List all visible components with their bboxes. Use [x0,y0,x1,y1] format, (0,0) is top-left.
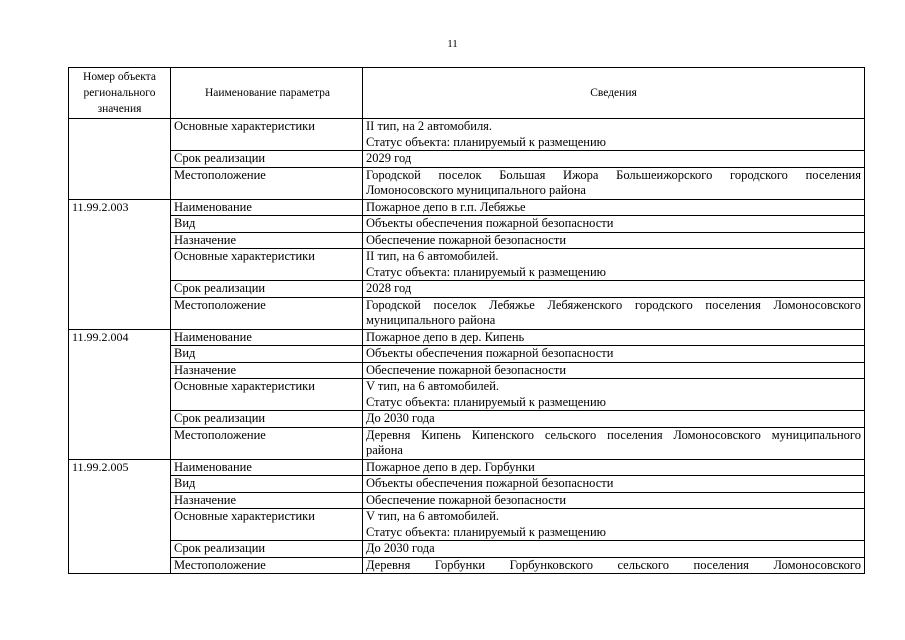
info-line: района [366,443,403,457]
table-row [69,557,865,574]
parameter-cell: Срок реализации [171,281,363,298]
table-row [69,427,865,459]
info-cell [363,346,865,363]
parameter-cell: Местоположение [171,427,363,459]
info-line: 2029 год [366,151,412,165]
info-line: Статус объекта: планируемый к размещению [366,524,607,539]
info-line: II тип, на 2 автомобиля. [366,119,493,133]
info-line: Пожарное депо в г.п. Лебяжье [366,199,526,214]
info-cell [363,249,865,281]
info-cell [363,411,865,428]
parameter-cell: Срок реализации [171,411,363,428]
info-line: Деревня Кипень Кипенского сельского поселения Ломоносовского муниципального [366,427,861,442]
table-row [69,362,865,379]
info-line: До 2030 года [366,541,435,555]
info-line: Пожарное депо в дер. Горбунки [366,459,535,474]
info-line: 2028 год [366,281,412,295]
parameter-cell: Основные характеристики [171,379,363,411]
parameter-cell: Назначение [171,362,363,379]
parameter-cell: Вид [171,346,363,363]
parameter-cell: Срок реализации [171,151,363,168]
info-line: Объекты обеспечения пожарной безопасности [366,346,614,360]
parameter-cell: Местоположение [171,557,363,574]
info-cell [363,557,865,574]
parameter-cell: Срок реализации [171,541,363,558]
info-line: V тип, на 6 автомобилей. [366,509,500,523]
info-line: Городской поселок Лебяжье Лебяженского городского поселения Ломоносовского [366,297,861,312]
info-line: Объекты обеспечения пожарной безопасности [366,476,614,490]
info-cell [363,232,865,249]
info-line: Обеспечение пожарной безопасности [366,232,567,247]
info-line: Статус объекта: планируемый к размещению [366,134,607,149]
info-cell [363,151,865,168]
info-cell [363,216,865,233]
info-line: Пожарное депо в дер. Кипень [366,329,525,344]
parameter-cell: Основные характеристики [171,249,363,281]
info-cell [363,199,865,216]
info-cell [363,297,865,329]
info-cell [363,281,865,298]
table-row [69,167,865,199]
info-line: II тип, на 6 автомобилей. [366,249,499,263]
table-row [69,281,865,298]
header-info: Сведения [363,68,865,119]
info-line: Статус объекта: планируемый к размещению [366,394,607,409]
table-row [69,329,865,346]
table-row [69,199,865,216]
info-line: V тип, на 6 автомобилей. [366,379,500,393]
table-row [69,379,865,411]
info-cell [363,362,865,379]
table-header-row [69,68,865,119]
header-parameter: Наименование параметра [171,68,363,119]
table-row [69,541,865,558]
info-cell [363,492,865,509]
object-code-cell: 11.99.2.003 [69,199,171,329]
info-cell [363,541,865,558]
info-cell [363,119,865,151]
table-row [69,232,865,249]
table-row [69,411,865,428]
info-cell [363,379,865,411]
parameter-cell: Основные характеристики [171,509,363,541]
parameter-cell: Наименование [171,459,363,476]
info-line: Ломоносовского муниципального района [366,183,586,197]
parameter-cell: Вид [171,476,363,493]
info-cell [363,329,865,346]
info-line: Статус объекта: планируемый к размещению [366,264,607,279]
header-object-number: Номер объекта регионального значения [69,68,171,119]
objects-table [68,67,865,574]
parameter-cell: Наименование [171,329,363,346]
table-row [69,492,865,509]
parameter-cell: Наименование [171,199,363,216]
table-row [69,459,865,476]
table-row [69,119,865,151]
info-cell [363,427,865,459]
table-row [69,476,865,493]
table-row [69,346,865,363]
info-cell [363,476,865,493]
parameter-cell: Местоположение [171,167,363,199]
info-cell [363,167,865,199]
table-row [69,249,865,281]
parameter-cell: Местоположение [171,297,363,329]
object-code-cell [69,119,171,200]
parameter-cell: Основные характеристики [171,119,363,151]
info-line: Обеспечение пожарной безопасности [366,362,567,377]
info-line: Объекты обеспечения пожарной безопасности [366,216,614,230]
info-line: Городской поселок Большая Ижора Большеижорского городского поселения [366,167,861,182]
table-row [69,297,865,329]
parameter-cell: Назначение [171,492,363,509]
info-line: Деревня Горбунки Горбунковского сельского поселения Ломоносовского [366,557,861,572]
table-body [69,119,865,574]
parameter-cell: Вид [171,216,363,233]
object-code-cell: 11.99.2.004 [69,329,171,459]
info-line: Обеспечение пожарной безопасности [366,492,567,507]
object-code-cell: 11.99.2.005 [69,459,171,574]
info-cell [363,509,865,541]
table-row [69,509,865,541]
info-line: До 2030 года [366,411,435,425]
info-line: муниципального района [366,313,496,327]
parameter-cell: Назначение [171,232,363,249]
info-cell [363,459,865,476]
page-number: 11 [447,38,458,50]
table-row [69,151,865,168]
table-row [69,216,865,233]
